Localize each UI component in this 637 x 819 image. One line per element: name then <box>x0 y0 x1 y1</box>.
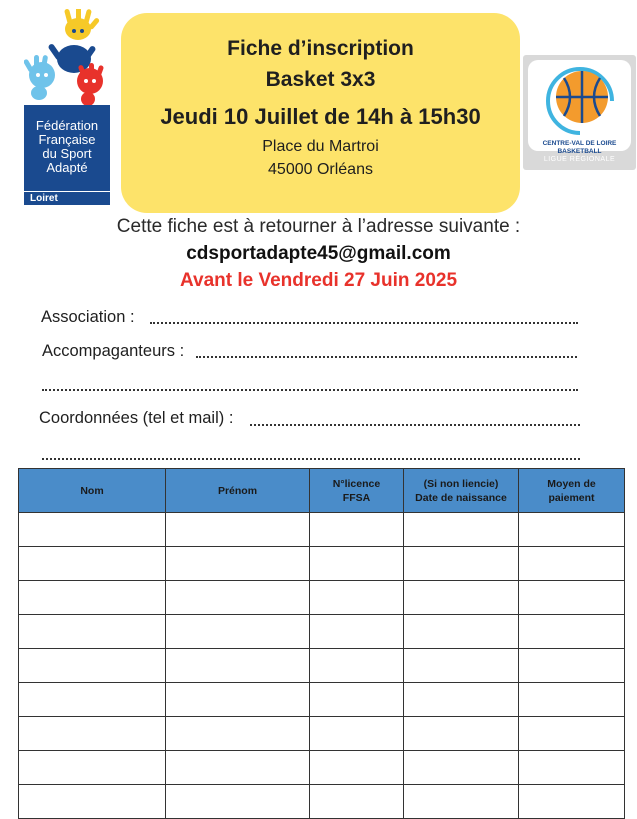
basketball-logo-footer: LIGUE RÉGIONALE <box>543 156 616 163</box>
event-date: Jeudi 10 Juillet de 14h à 15h30 <box>160 104 481 129</box>
table-cell[interactable] <box>19 751 166 785</box>
table-cell[interactable] <box>19 615 166 649</box>
table-cell[interactable] <box>404 649 519 683</box>
column-header-line: FFSA <box>342 491 371 504</box>
column-header-naissance <box>404 469 519 513</box>
table-cell[interactable] <box>519 785 625 819</box>
table-row <box>19 615 625 649</box>
table-cell[interactable] <box>19 649 166 683</box>
table-cell[interactable] <box>19 717 166 751</box>
table-cell[interactable] <box>166 785 310 819</box>
table-row <box>19 683 625 717</box>
table-cell[interactable] <box>519 717 625 751</box>
coordonnees-field-line2[interactable] <box>42 458 580 460</box>
association-label: Association : <box>41 308 135 326</box>
ffsa-line-1: Fédération <box>35 118 99 133</box>
accompagnants-field-line2[interactable] <box>42 389 578 391</box>
table-cell[interactable] <box>166 649 310 683</box>
ffsa-line-2: Française <box>38 132 96 147</box>
accompagnants-field[interactable] <box>196 356 577 358</box>
table-cell[interactable] <box>519 581 625 615</box>
coordonnees-label: Coordonnées (tel et mail) : <box>39 409 234 427</box>
table-row <box>19 649 625 683</box>
table-cell[interactable] <box>19 683 166 717</box>
table-body <box>19 513 625 819</box>
basketball-logo-line1: CENTRE-VAL DE LOIRE <box>542 140 617 147</box>
column-header-line: (Si non liencie) <box>423 477 499 490</box>
table-cell[interactable] <box>166 513 310 547</box>
column-header-line: Date de naissance <box>415 491 507 504</box>
ffsa-line-4: Adapté <box>46 160 88 175</box>
table-cell[interactable] <box>404 683 519 717</box>
ffsa-hands-icon <box>24 9 110 107</box>
table-cell[interactable] <box>310 785 404 819</box>
column-header-paiement <box>519 469 625 513</box>
table-cell[interactable] <box>404 513 519 547</box>
table-cell[interactable] <box>404 581 519 615</box>
column-header-prenom <box>166 469 310 513</box>
table-cell[interactable] <box>404 751 519 785</box>
table-cell[interactable] <box>404 547 519 581</box>
table-row <box>19 513 625 547</box>
association-field[interactable] <box>150 322 578 324</box>
table-cell[interactable] <box>310 513 404 547</box>
accompagnants-label: Accompaganteurs : <box>42 342 185 360</box>
ffsa-name-panel <box>24 105 110 191</box>
table-cell[interactable] <box>19 785 166 819</box>
table-row <box>19 581 625 615</box>
table-cell[interactable] <box>404 615 519 649</box>
table-row <box>19 785 625 819</box>
table-cell[interactable] <box>166 751 310 785</box>
table-row <box>19 717 625 751</box>
return-instruction: Cette fiche est à retourner à l’adresse suivante : <box>116 216 521 237</box>
title-box <box>121 13 520 213</box>
table-cell[interactable] <box>310 751 404 785</box>
table-cell[interactable] <box>310 717 404 751</box>
table-cell[interactable] <box>519 649 625 683</box>
event-name: Basket 3x3 <box>265 68 376 91</box>
ffsa-subtitle: Loiret <box>24 191 110 205</box>
column-header-line: Prénom <box>217 484 258 497</box>
table-cell[interactable] <box>310 615 404 649</box>
ffsa-line-3: du Sport <box>42 146 92 161</box>
table-cell[interactable] <box>19 513 166 547</box>
table-header-row <box>19 469 625 513</box>
table-cell[interactable] <box>519 683 625 717</box>
event-place: Place du Martroi <box>262 138 379 155</box>
column-header-nom <box>19 469 166 513</box>
table-cell[interactable] <box>166 717 310 751</box>
table-cell[interactable] <box>519 615 625 649</box>
table-cell[interactable] <box>310 547 404 581</box>
column-header-line: Nom <box>80 484 104 497</box>
table-cell[interactable] <box>404 785 519 819</box>
table-cell[interactable] <box>404 717 519 751</box>
column-header-line: Moyen de <box>547 477 596 490</box>
column-header-line: paiement <box>548 491 595 504</box>
column-header-licence <box>310 469 404 513</box>
table-cell[interactable] <box>310 649 404 683</box>
table-cell[interactable] <box>19 547 166 581</box>
event-city: 45000 Orléans <box>268 161 373 178</box>
basketball-league-logo <box>523 55 636 170</box>
table-cell[interactable] <box>166 581 310 615</box>
table-cell[interactable] <box>310 683 404 717</box>
table-cell[interactable] <box>310 581 404 615</box>
table-cell[interactable] <box>19 581 166 615</box>
table-cell[interactable] <box>519 751 625 785</box>
table-cell[interactable] <box>166 683 310 717</box>
page-title: Fiche d’inscription <box>227 37 414 60</box>
return-email: cdsportadapte45@gmail.com <box>186 243 451 264</box>
coordonnees-field[interactable] <box>250 424 580 426</box>
ffsa-logo <box>24 9 110 205</box>
table-row <box>19 547 625 581</box>
basketball-logo-line2: BASKETBALL <box>557 148 602 155</box>
table-cell[interactable] <box>519 513 625 547</box>
basketball-icon <box>542 63 618 139</box>
basketball-logo-frame <box>528 60 631 155</box>
column-header-line: N°licence <box>332 477 381 490</box>
table-row <box>19 751 625 785</box>
table-cell[interactable] <box>519 547 625 581</box>
table-cell[interactable] <box>166 615 310 649</box>
deadline: Avant le Vendredi 27 Juin 2025 <box>179 270 458 291</box>
table-cell[interactable] <box>166 547 310 581</box>
registration-table <box>18 468 625 819</box>
